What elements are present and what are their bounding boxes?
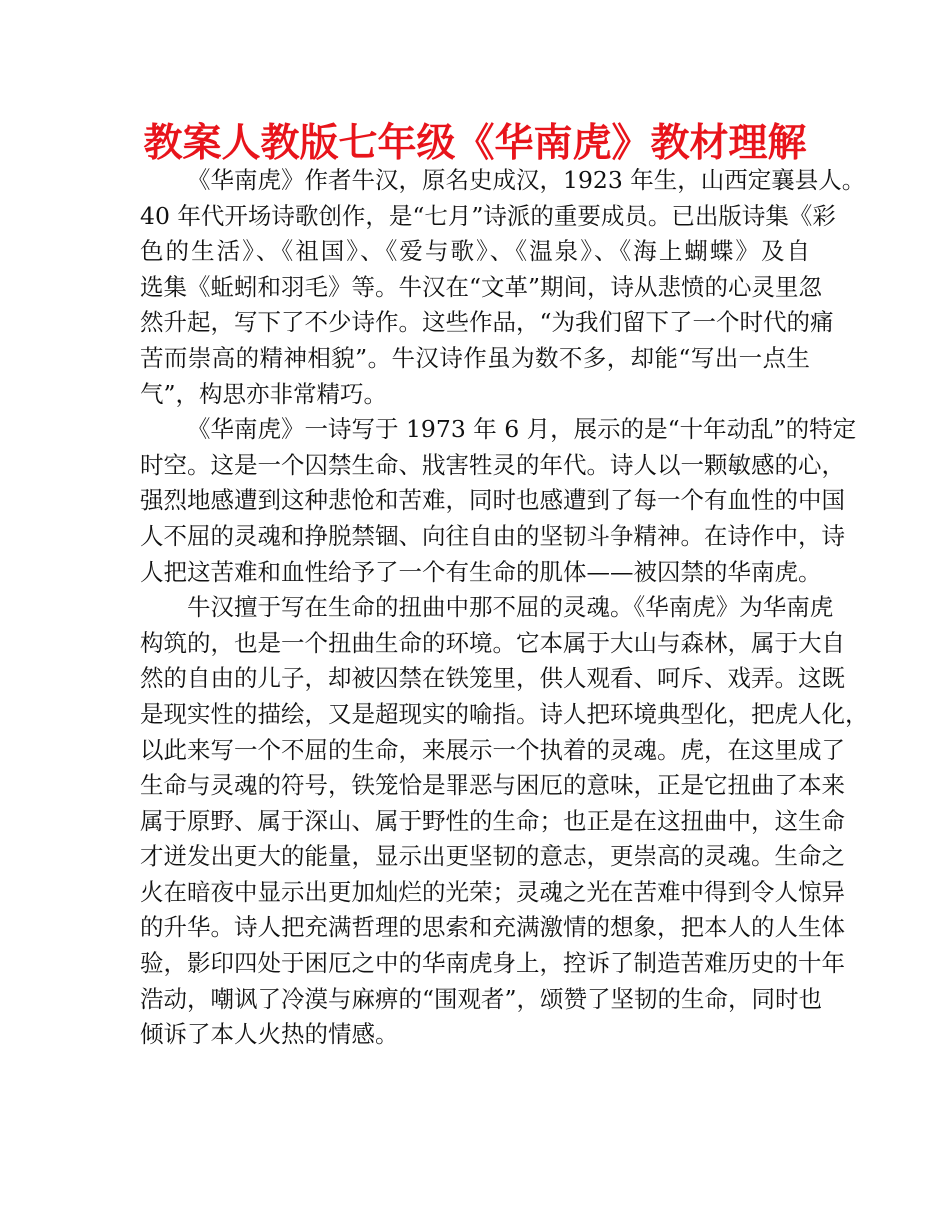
- text-line: 人把这苦难和血性给予了一个有生命的肌体——被囚禁的华南虎。: [140, 557, 822, 586]
- text-line: 浩动，嘲讽了冷漠与麻痹的“围观者”，颂赞了坚韧的生命，同时也: [140, 984, 823, 1013]
- text-line: 强烈地感遭到这种悲怆和苦难，同时也感遭到了每一个有血性的中国: [140, 486, 845, 515]
- text-line: 苦而崇高的精神相貌”。牛汉诗作虽为数不多，却能“写出一点生: [140, 343, 810, 372]
- document-title: 教案人教版七年级《华南虎》教材理解: [143, 121, 807, 166]
- text-line: 气”，构思亦非常精巧。: [140, 379, 388, 408]
- text-line: 是现实性的描绘，又是超现实的喻指。诗人把环境典型化，把虎人化，: [140, 699, 869, 728]
- text-line: 验，影印四处于困厄之中的华南虎身上，控诉了制造苦难历史的十年: [140, 949, 845, 978]
- text-line: 然升起，写下了不少诗作。这些作品，“为我们留下了一个时代的痛: [140, 308, 834, 337]
- text-line: 《华南虎》作者牛汉，原名史成汉，1923 年生，山西定襄县人。: [187, 166, 866, 194]
- text-line: 牛汉擅于写在生命的扭曲中那不屈的灵魂。《华南虎》为华南虎: [187, 593, 834, 622]
- paragraph-2: [140, 412, 857, 590]
- text-line: 然的自由的儿子，却被囚禁在铁笼里，供人观看、呵斥、戏弄。这既: [140, 664, 845, 693]
- text-line: 才迸发出更大的能量，显示出更坚韧的意志，更崇高的灵魂。生命之: [140, 842, 845, 871]
- text-line: 属于原野、属于深山、属于野性的生命；也正是在这扭曲中，这生命: [140, 806, 845, 835]
- text-line: 生命与灵魂的符号，铁笼恰是罪恶与困厄的意味，正是它扭曲了本来: [140, 771, 845, 800]
- text-line: 的升华。诗人把充满哲理的思索和充满激情的想象，把本人的人生体: [140, 913, 845, 942]
- paragraph-3: [140, 590, 869, 1053]
- text-line: 倾诉了本人火热的情感。: [140, 1020, 399, 1049]
- text-line: 以此来写一个不屈的生命，来展示一个执着的灵魂。虎，在这里成了: [140, 735, 845, 764]
- text-line: 色的生活》、《祖国》、《爱与歌》、《温泉》、《海上蝴蝶》及自: [140, 237, 810, 266]
- text-line: 时空。这是一个囚禁生命、戕害牲灵的年代。诗人以一颗敏感的心，: [140, 450, 845, 479]
- text-line: 《华南虎》一诗写于 1973 年 6 月，展示的是“十年动乱”的特定: [187, 415, 857, 444]
- text-line: 选集《蚯蚓和羽毛》等。牛汉在“文革”期间，诗从悲愤的心灵里忽: [140, 272, 823, 301]
- paragraph-1: [140, 163, 866, 412]
- document-body: [140, 163, 869, 1053]
- text-line: 构筑的，也是一个扭曲生命的环境。它本属于大山与森林，属于大自: [140, 628, 845, 657]
- text-line: 40 年代开场诗歌创作，是“七月”诗派的重要成员。已出版诗集《彩: [140, 201, 836, 230]
- text-line: 人不屈的灵魂和挣脱禁锢、向往自由的坚韧斗争精神。在诗作中，诗: [140, 521, 845, 550]
- text-line: 火在暗夜中显示出更加灿烂的光荣；灵魂之光在苦难中得到令人惊异: [140, 877, 845, 906]
